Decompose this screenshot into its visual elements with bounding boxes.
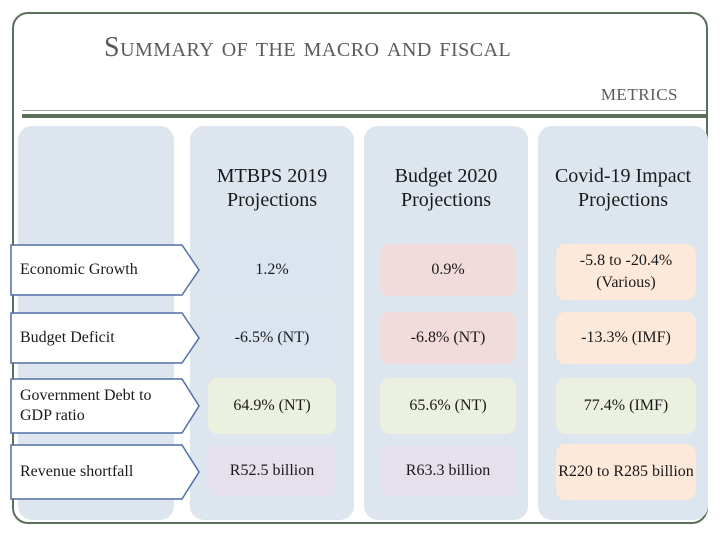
cell-revenue-shortfall-mtbps: R52.5 billion: [208, 446, 336, 496]
slide-title-line1: Summary of the macro and fiscal: [104, 32, 512, 63]
cell-budget-deficit-mtbps: -6.5% (NT): [208, 312, 336, 364]
row-label-text: Economic Growth: [20, 261, 138, 278]
cell-government-debt-covid: 77.4% (IMF): [556, 378, 696, 434]
title-divider: [22, 114, 706, 118]
row-label-text: Revenue shortfall: [20, 463, 134, 480]
column-header-covid: Covid-19 Impact Projections: [554, 165, 692, 211]
cell-revenue-shortfall-covid: R220 to R285 billion: [556, 444, 696, 500]
row-label-economic-growth: [10, 244, 200, 296]
cell-budget-deficit-covid: -13.3% (IMF): [556, 312, 696, 364]
title-divider-thin: [22, 110, 706, 111]
slide-title-line2: metrics: [600, 80, 678, 106]
cell-economic-growth-budget: 0.9%: [380, 244, 516, 296]
cell-government-debt-mtbps: 64.9% (NT): [208, 378, 336, 434]
row-label-text: Government Debt to GDP ratio: [20, 387, 152, 424]
cell-revenue-shortfall-budget: R63.3 billion: [380, 446, 516, 496]
cell-budget-deficit-budget: -6.8% (NT): [380, 312, 516, 364]
row-label-text: Budget Deficit: [20, 329, 115, 346]
column-header-mtbps: MTBPS 2019 Projections: [216, 165, 328, 211]
row-label-revenue-shortfall: [10, 444, 200, 500]
cell-economic-growth-covid: -5.8 to -20.4% (Various): [556, 244, 696, 300]
cell-government-debt-budget: 65.6% (NT): [380, 378, 516, 434]
row-label-government-debt: [10, 378, 200, 434]
row-label-budget-deficit: [10, 312, 200, 364]
cell-economic-growth-mtbps: 1.2%: [208, 244, 336, 296]
column-header-budget: Budget 2020 Projections: [394, 165, 498, 211]
